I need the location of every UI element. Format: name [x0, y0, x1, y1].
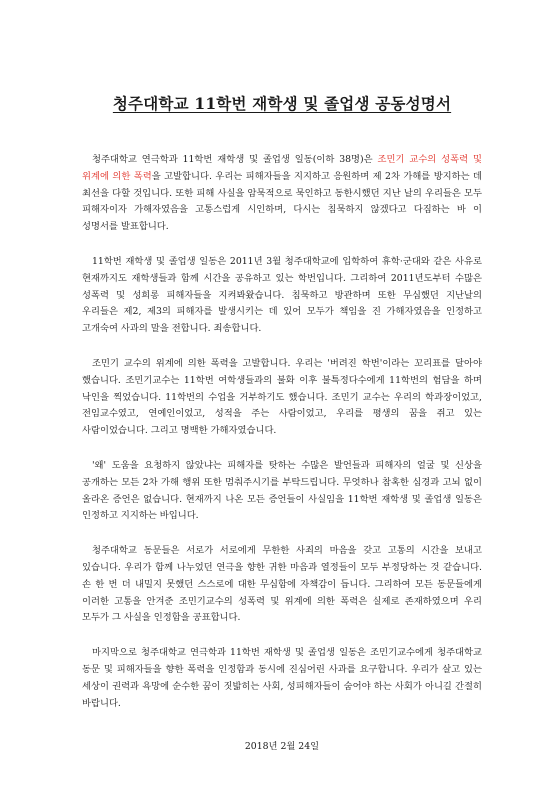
paragraph-5	[82, 543, 482, 627]
document-title: 청주대학교 11학번 재학생 및 졸업생 공동성명서	[112, 94, 452, 113]
paragraph-1-highlight: 조민기 교수의 성폭력 및 위계에 의한 폭력	[82, 154, 482, 182]
document-date: 2018년 2월 24일	[244, 741, 320, 753]
paragraph-1-text-end: 을 고발합니다. 우리는 피해자들을 지지하고 응원하며 제 2차 가해를 방지하는 데 최선을 다할 것입니다. 또한 피해 사실을 암묵적으로 묵인하고 동한시했던 지난 날의 우리들은 모두 피해자이자 가해자였음을 고통스럽게 시인하며, 다시는 침묵하지 않겠다고 다짐하는 바 이 성명서를 발표합니다.	[82, 170, 483, 233]
paragraph-2	[82, 254, 482, 338]
paragraph-1	[82, 152, 482, 236]
paragraph-6	[82, 645, 482, 712]
paragraph-3	[82, 356, 482, 440]
paragraph-5-text: 청주대학교 동문들은 서로가 서로에게 무한한 사죄의 마음을 갖고 고통의 시간을 보내고 있습니다. 우리가 함께 나누었던 연극을 향한 귀한 마음과 열정들이 모두 부정당하는 것 같습니다. 손 한 번 더 내밀지 못했던 스스로에 대한 무심함에 자책감이 듭니다. 그리하여 모든 동문들에게 이러한 고통을 안겨준 조민기교수의 성폭력 및 위계에 의한 폭력은 실제로 존재하였으며 우리 모두가 그 사실을 인정함을 공표합니다.	[82, 545, 482, 624]
paragraph-4-text: '왜' 도움을 요청하지 않았냐는 피해자를 탓하는 수많은 발언들과 피해자의 얼굴 및 신상을 공개하는 모든 2차 가해 행위 또한 멈춰주시기를 부탁드립니다. 무엇하나 참혹한 심경과 고뇌 없이 올라온 증언은 없습니다. 현재까지 나온 모든 증언들이 사실임을 11학번 재학생 및 졸업생 일동은 인정하고 지지하는 바입니다.	[82, 459, 482, 522]
paragraph-6-text: 마지막으로 청주대학교 연극학과 11학번 재학생 및 졸업생 일동은 조민기교수에게 청주대학교 동문 및 피해자들을 향한 폭력을 인정함과 동시에 진심어린 사과를 요구합니다. 우리가 살고 있는 세상이 권력과 욕망에 순수한 꿈이 짓밟히는 사회, 성피해자들이 숨어야 하는 사회가 아니길 간절히 바랍니다.	[82, 647, 482, 709]
paragraph-1-text: 청주대학교 연극학과 11학번 재학생 및 졸업생 일동(이하 38명)은	[92, 154, 378, 165]
paragraph-3-text: 조민기 교수의 위계에 의한 폭력을 고발합니다. 우리는 '버려진 학번'이라는 꼬리표를 달아야 했습니다. 조민기교수는 11학번 여학생들과의 불화 이후 불특정다수에게 11학번의 험담을 하며 낙인을 찍었습니다. 11학번의 수업을 거부하기도 했습니다. 조민기 교수는 우리의 학과장이었고, 전임교수였고, 연예인이었고, 성적을 주는 사람이었고, 우리를 평생의 꿈을 쥐고 있는 사람이었습니다. 그리고 명백한 가해자였습니다.	[82, 357, 482, 437]
paragraph-2-text: 11학번 재학생 및 졸업생 일동은 2011년 3월 청주대학교에 입학하여 휴학·군대와 같은 사유로 현재까지도 재학생들과 함께 시간을 공유하고 있는 학번입니다. 그리하여 2011년도부터 수많은 성폭력 및 성희롱 피해자들을 지켜봐왔습니다. 침묵하고 방관하며 또한 무심했던 지난날의 우리들은 제2, 제3의 피해자를 발생시키는 데 있어 모두가 책임을 진 가해자였음을 인정하고 고개숙여 사과의 말을 전합니다. 죄송합니다.	[82, 255, 482, 335]
paragraph-4	[82, 458, 482, 525]
